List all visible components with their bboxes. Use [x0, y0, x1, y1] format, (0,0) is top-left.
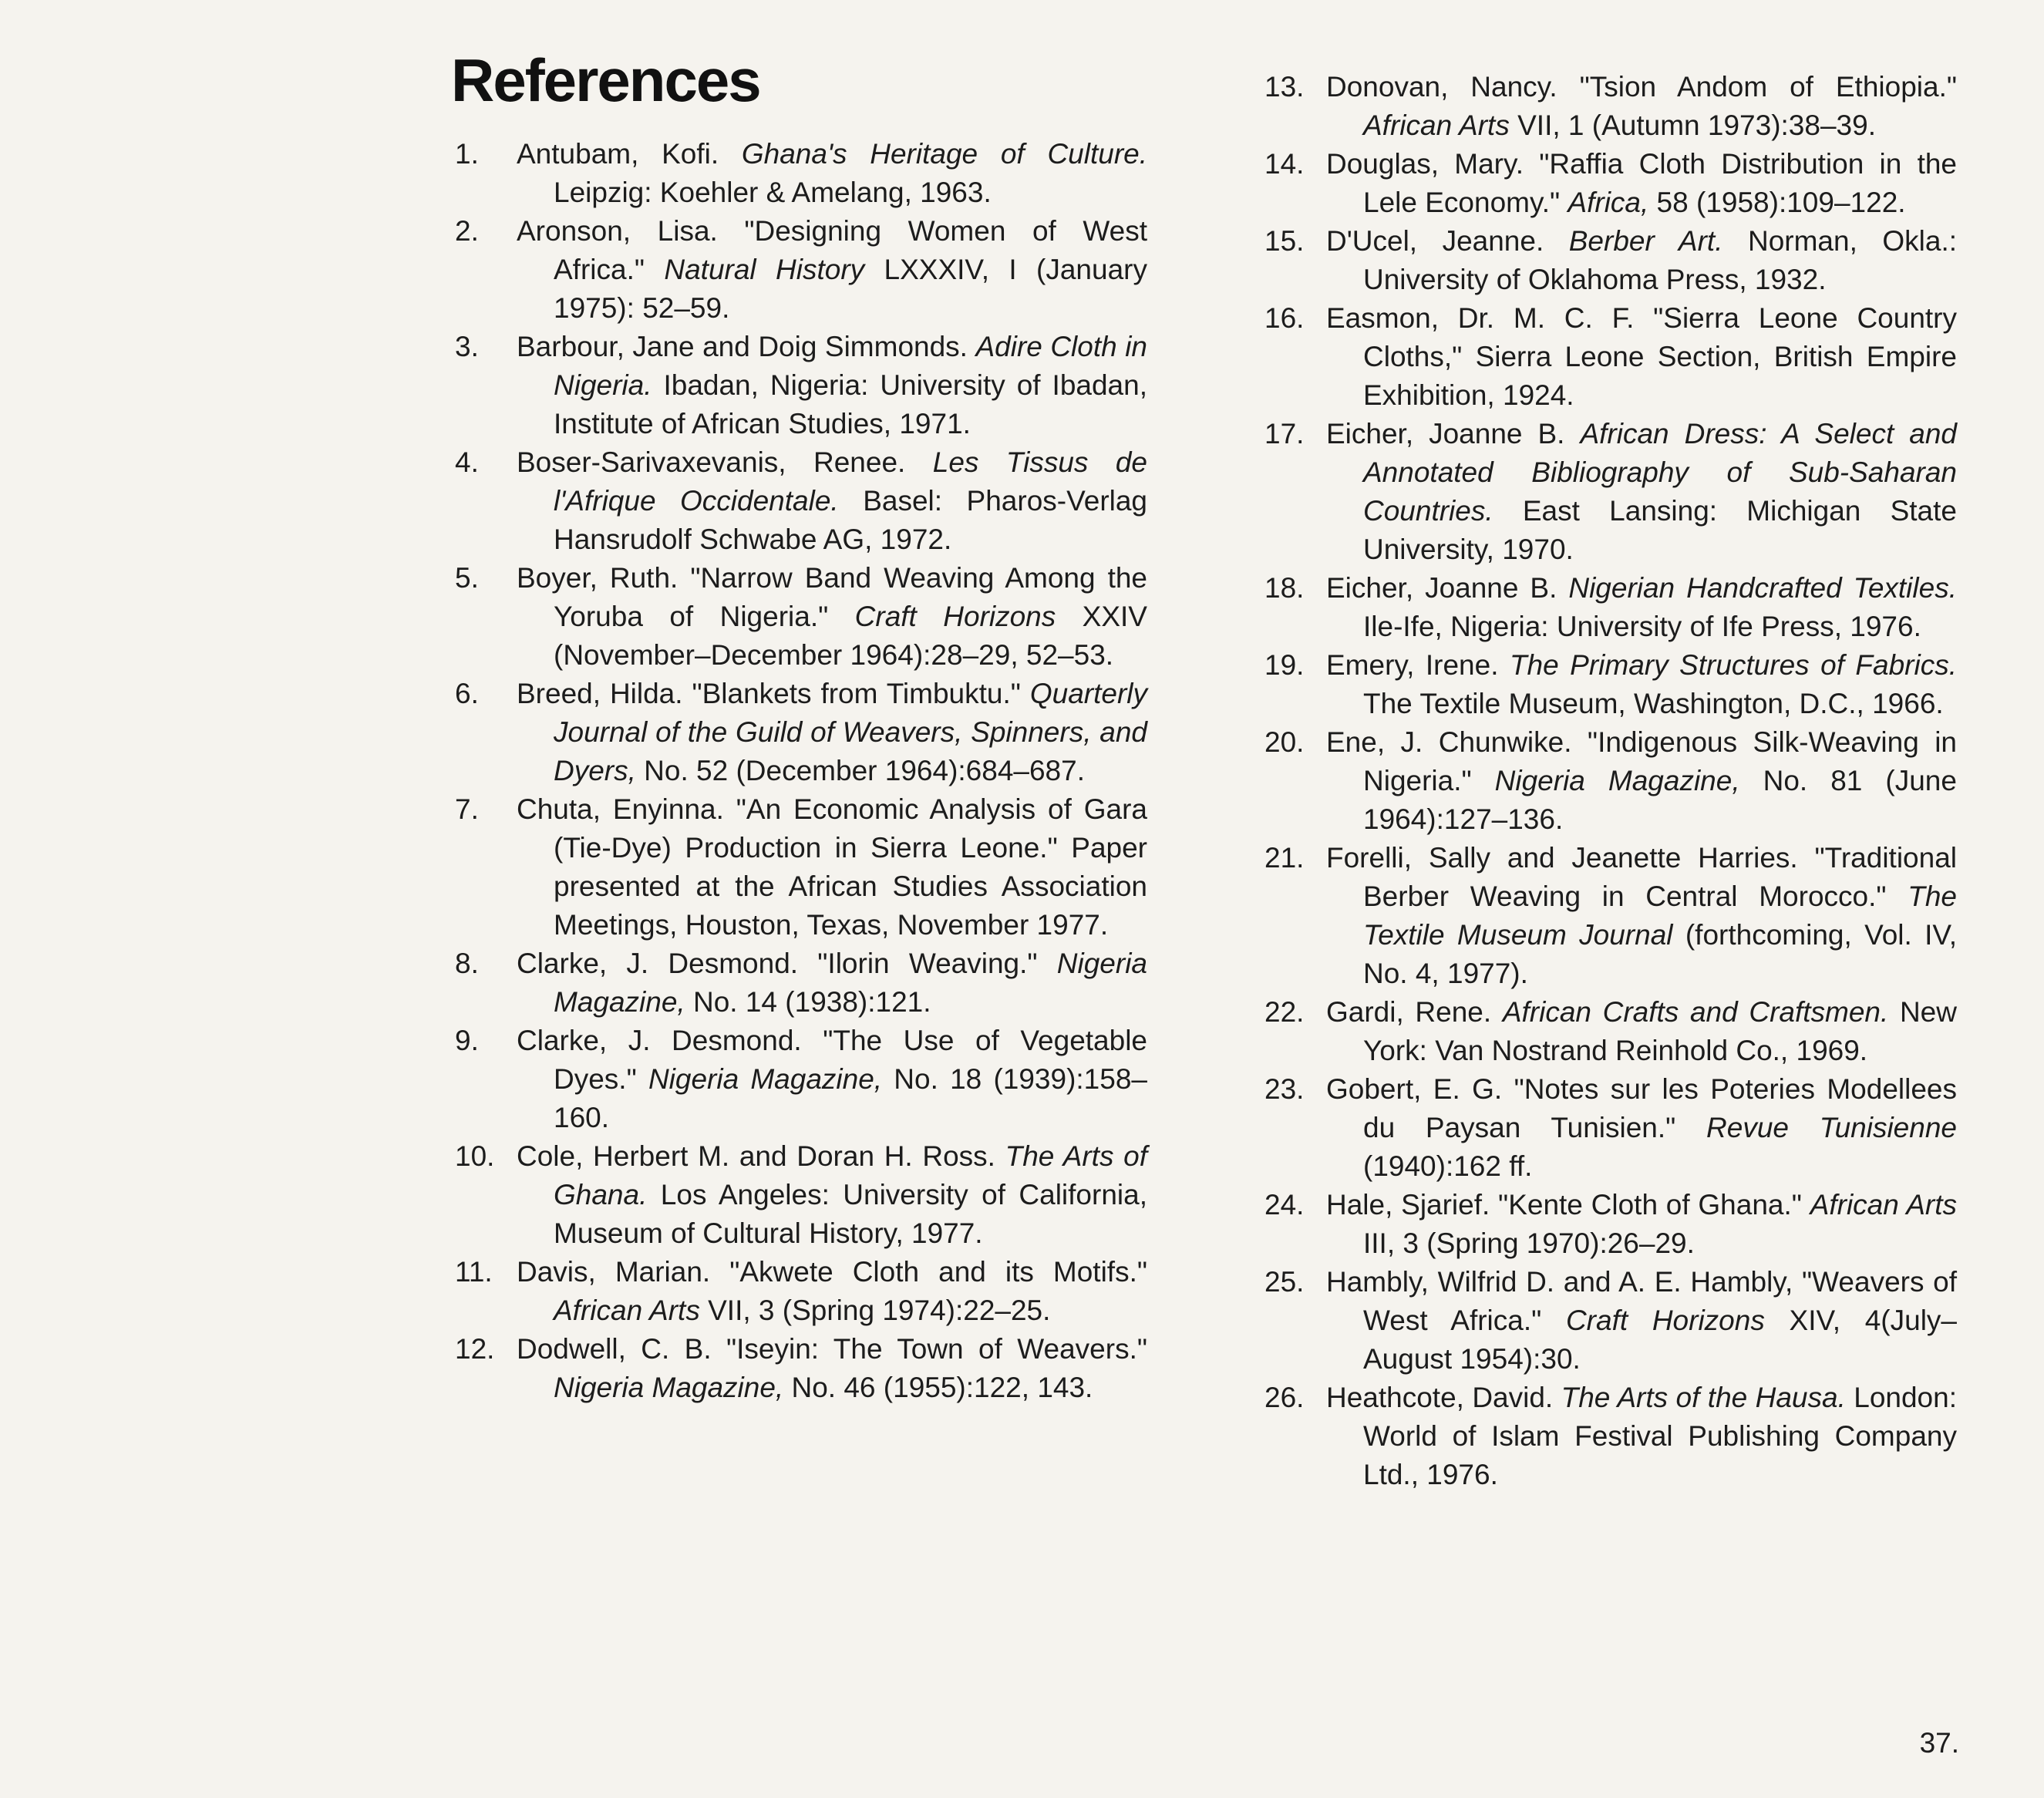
reference-title: Craft Horizons — [1565, 1305, 1765, 1336]
reference-entry — [455, 135, 1147, 212]
reference-entry — [455, 559, 1147, 675]
reference-entry — [1264, 646, 1957, 723]
page-number: 37. — [1919, 1727, 1959, 1759]
reference-text: Breed, Hilda. "Blankets from Timbuktu." — [517, 678, 1030, 709]
reference-number: 10. — [455, 1140, 495, 1172]
reference-text: Douglas, Mary. "Raffia Cloth Distribution in the Lele Economy." — [1326, 148, 1957, 218]
page-title: References — [451, 46, 760, 114]
reference-number: 5. — [455, 562, 479, 594]
reference-title: African Arts — [554, 1295, 700, 1326]
reference-title: Nigeria Magazine, — [648, 1063, 883, 1095]
reference-entry — [455, 675, 1147, 790]
reference-text: Easmon, Dr. M. C. F. "Sierra Leone Country Cloths," Sierra Leone Section, British Empire Exhibition, 1924. — [1326, 302, 1957, 411]
reference-entry — [1264, 222, 1957, 299]
reference-text: Forelli, Sally and Jeanette Harries. "Traditional Berber Weaving in Central Morocco." — [1326, 842, 1957, 912]
reference-number: 19. — [1264, 649, 1305, 681]
reference-text: Aronson, Lisa. "Designing Women of West Africa." — [517, 215, 1147, 285]
reference-number: 21. — [1264, 842, 1305, 874]
reference-entry — [455, 944, 1147, 1022]
reference-text: III, 3 (Spring 1970):26–29. — [1363, 1227, 1695, 1259]
reference-text: Ene, J. Chunwike. "Indigenous Silk-Weaving in Nigeria." — [1326, 726, 1957, 796]
reference-text: XXIV (November–December 1964):28–29, 52–53. — [554, 601, 1147, 671]
reference-number: 23. — [1264, 1073, 1305, 1105]
reference-number: 18. — [1264, 572, 1305, 604]
reference-text: Norman, Okla.: University of Oklahoma Press, 1932. — [1363, 225, 1958, 295]
reference-entry — [1264, 145, 1957, 222]
reference-entry — [1264, 723, 1957, 839]
reference-entry — [1264, 299, 1957, 415]
reference-text: Antubam, Kofi. — [517, 138, 742, 170]
reference-number: 22. — [1264, 996, 1305, 1028]
reference-number: 4. — [455, 446, 479, 478]
reference-title: Quarterly Journal of the Guild of Weavers, Spinners, and Dyers, — [554, 678, 1147, 786]
reference-title: Berber Art. — [1568, 225, 1723, 257]
reference-title: The Arts of the Hausa. — [1561, 1382, 1846, 1413]
reference-text: East Lansing: Michigan State University, 1970. — [1363, 495, 1957, 565]
reference-number: 6. — [455, 678, 479, 709]
reference-entry — [455, 1330, 1147, 1407]
reference-number: 9. — [455, 1025, 479, 1056]
reference-text: Leipzig: Koehler & Amelang, 1963. — [554, 177, 992, 208]
reference-title: The Textile Museum Journal — [1363, 880, 1957, 951]
reference-text: Barbour, Jane and Doig Simmonds. — [517, 331, 976, 362]
reference-entry — [455, 790, 1147, 944]
reference-title: Africa, — [1568, 187, 1649, 218]
reference-title: African Arts — [1810, 1189, 1957, 1221]
reference-text: London: World of Islam Festival Publishing Company Ltd., 1976. — [1363, 1382, 1957, 1490]
reference-title: Revue Tunisienne — [1706, 1112, 1957, 1143]
reference-text: Ibadan, Nigeria: University of Ibadan, Institute of African Studies, 1971. — [554, 369, 1147, 439]
reference-title: African Crafts and Craftsmen. — [1502, 996, 1889, 1028]
reference-number: 25. — [1264, 1266, 1305, 1298]
reference-number: 3. — [455, 331, 479, 362]
reference-text: Clarke, J. Desmond. "The Use of Vegetable Dyes." — [517, 1025, 1147, 1095]
reference-entry — [455, 1253, 1147, 1330]
reference-text: Gobert, E. G. "Notes sur les Poteries Modellees du Paysan Tunisien." — [1326, 1073, 1957, 1143]
reference-number: 8. — [455, 948, 479, 979]
reference-title: The Arts of Ghana. — [554, 1140, 1147, 1210]
reference-text: Boyer, Ruth. "Narrow Band Weaving Among the Yoruba of Nigeria." — [517, 562, 1147, 632]
reference-text: (forthcoming, Vol. IV, No. 4, 1977). — [1363, 919, 1957, 989]
reference-text: Donovan, Nancy. "Tsion Andom of Ethiopia." — [1326, 71, 1957, 103]
reference-text: Dodwell, C. B. "Iseyin: The Town of Weavers." — [517, 1333, 1147, 1365]
reference-text: Gardi, Rene. — [1326, 996, 1503, 1028]
reference-title: Craft Horizons — [854, 601, 1056, 632]
reference-text: New York: Van Nostrand Reinhold Co., 1969. — [1363, 996, 1957, 1066]
reference-text: Cole, Herbert M. and Doran H. Ross. — [517, 1140, 1005, 1172]
reference-title: Natural History — [664, 254, 865, 285]
reference-number: 11. — [455, 1256, 493, 1288]
reference-entry — [1264, 1070, 1957, 1186]
reference-entry — [455, 212, 1147, 328]
reference-text: Heathcote, David. — [1326, 1382, 1561, 1413]
reference-text: Eicher, Joanne B. — [1326, 572, 1569, 604]
reference-number: 26. — [1264, 1382, 1305, 1413]
reference-number: 15. — [1264, 225, 1305, 257]
reference-title: The Primary Structures of Fabrics. — [1509, 649, 1957, 681]
reference-text: No. 46 (1955):122, 143. — [783, 1372, 1093, 1403]
references-column-right — [1264, 68, 1957, 1494]
reference-title: African Arts — [1363, 109, 1510, 141]
reference-number: 17. — [1264, 418, 1305, 449]
reference-text: Boser-Sarivaxevanis, Renee. — [517, 446, 933, 478]
reference-text: No. 18 (1939):158–160. — [554, 1063, 1147, 1133]
reference-text: LXXXIV, I (January 1975): 52–59. — [554, 254, 1147, 324]
references-column-left — [455, 135, 1147, 1407]
reference-entry — [1264, 1186, 1957, 1263]
reference-text: No. 14 (1938):121. — [685, 986, 931, 1018]
reference-number: 1. — [455, 138, 479, 170]
reference-entry — [1264, 993, 1957, 1070]
reference-number: 7. — [455, 793, 479, 825]
reference-text: No. 52 (December 1964):684–687. — [635, 755, 1085, 786]
reference-entry — [1264, 839, 1957, 993]
reference-title: Nigeria Magazine, — [1494, 765, 1740, 796]
reference-text: Los Angeles: University of California, Museum of Cultural History, 1977. — [554, 1179, 1147, 1249]
reference-entry — [455, 443, 1147, 559]
reference-number: 2. — [455, 215, 479, 247]
reference-entry — [455, 1022, 1147, 1137]
reference-text: VII, 1 (Autumn 1973):38–39. — [1509, 109, 1876, 141]
reference-text: Davis, Marian. "Akwete Cloth and its Motifs." — [517, 1256, 1147, 1288]
reference-text: Emery, Irene. — [1326, 649, 1510, 681]
reference-text: Chuta, Enyinna. "An Economic Analysis of Gara (Tie-Dye) Production in Sierra Leone." Paper presented at the African Studies Association Meetings, Houston, Texas, November 1977. — [517, 793, 1147, 941]
reference-text: Hambly, Wilfrid D. and A. E. Hambly, "Weavers of West Africa." — [1326, 1266, 1957, 1336]
reference-entry — [1264, 569, 1957, 646]
reference-entry — [455, 328, 1147, 443]
reference-text: Basel: Pharos-Verlag Hansrudolf Schwabe AG, 1972. — [554, 485, 1148, 555]
reference-entry — [1264, 1263, 1957, 1379]
reference-title: African Dress: A Select and Annotated Bibliography of Sub-Saharan Countries. — [1363, 418, 1957, 527]
reference-title: Nigeria Magazine, — [554, 1372, 784, 1403]
reference-text: Eicher, Joanne B. — [1326, 418, 1581, 449]
reference-text: D'Ucel, Jeanne. — [1326, 225, 1569, 257]
reference-number: 20. — [1264, 726, 1305, 758]
reference-entry — [1264, 68, 1957, 145]
reference-title: Ghana's Heritage of Culture. — [741, 138, 1147, 170]
reference-text: Hale, Sjarief. "Kente Cloth of Ghana." — [1326, 1189, 1810, 1221]
reference-text: VII, 3 (Spring 1974):22–25. — [699, 1295, 1051, 1326]
reference-entry — [455, 1137, 1147, 1253]
reference-entry — [1264, 1379, 1957, 1494]
reference-text: (1940):162 ff. — [1363, 1150, 1533, 1182]
reference-title: Nigerian Handcrafted Textiles. — [1568, 572, 1957, 604]
reference-title: Adire Cloth in Nigeria. — [554, 331, 1148, 401]
reference-number: 13. — [1264, 71, 1305, 103]
reference-text: 58 (1958):109–122. — [1648, 187, 1906, 218]
reference-text: XIV, 4(July–August 1954):30. — [1363, 1305, 1958, 1375]
reference-text: Clarke, J. Desmond. "Ilorin Weaving." — [517, 948, 1057, 979]
reference-title: Nigeria Magazine, — [554, 948, 1147, 1018]
reference-title: Les Tissus de l'Afrique Occidentale. — [554, 446, 1147, 517]
reference-number: 14. — [1264, 148, 1305, 180]
reference-number: 12. — [455, 1333, 495, 1365]
reference-text: The Textile Museum, Washington, D.C., 1966. — [1363, 688, 1944, 719]
reference-text: No. 81 (June 1964):127–136. — [1363, 765, 1957, 835]
reference-number: 16. — [1264, 302, 1305, 334]
reference-number: 24. — [1264, 1189, 1305, 1221]
reference-entry — [1264, 415, 1957, 569]
reference-text: Ile-Ife, Nigeria: University of Ife Press, 1976. — [1363, 611, 1921, 642]
